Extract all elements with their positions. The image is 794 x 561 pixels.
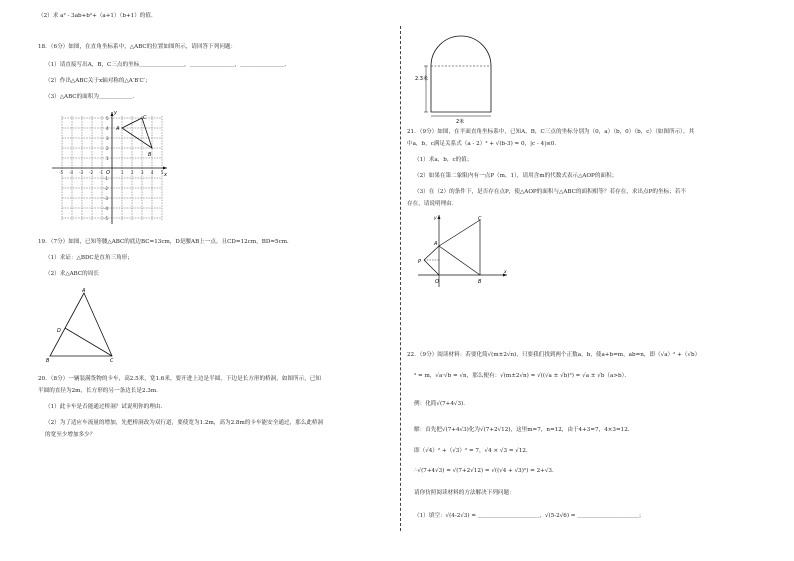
q19-part1: （1）求证：△BDC是直角三角形； (45, 255, 133, 261)
svg-text:x: x (164, 172, 167, 178)
svg-text:-4: -4 (104, 206, 108, 211)
column-divider (400, 26, 401, 531)
q20-part1: （1）此卡车是否能通过桥洞？试说明你的理由． (45, 404, 167, 410)
svg-text:y: y (114, 110, 117, 116)
svg-text:-5: -5 (104, 216, 108, 221)
svg-text:1: 1 (106, 156, 109, 161)
bridge-arch-figure (415, 28, 495, 124)
q22-part1: （1）填空：√(4-2√3) = ＿＿＿＿＿＿＿＿＿＿＿，√(5-2√6) = ＿＿＿＿＿＿＿＿＿＿＿； (414, 513, 645, 519)
q21-part3-line1: （3）在（2）的条件下，是否存在点P，使△AOP的面积与△ABC的面积相等？若存在，求出点P的坐标；若不 (414, 189, 686, 195)
svg-text:C: C (110, 358, 114, 364)
svg-text:B: B (478, 279, 482, 285)
svg-text:2米: 2米 (456, 119, 465, 125)
q22-instruction: 请你仿照阅读材料的方法解决下列问题： (414, 490, 515, 496)
svg-text:2: 2 (106, 146, 109, 151)
svg-text:D: D (57, 328, 61, 334)
q22-solution-line3: ∴√(7+4√3) = √(7+2√12) = √((√4 + √3)²) = 2+√3． (414, 468, 558, 474)
svg-text:C: C (478, 216, 482, 222)
q22-solution-line1: 解：首先把√(7+4√3)化为√(7+2√12)，这里m=7，n=12，由于4+3=7，4×3=12． (414, 427, 634, 433)
q18-coordinate-grid (50, 110, 170, 225)
svg-text:-2: -2 (104, 186, 108, 191)
q18-part3: （3）△ABC的面积为＿＿＿＿＿＿． (45, 94, 139, 100)
svg-text:2: 2 (131, 170, 134, 175)
q22-stem-line2: ² = m，√a·√b = √n，那么便有：√(m±2√n) = √((√a ± √b)²) = √a ± √b（a>b）． (414, 373, 631, 379)
svg-text:P: P (418, 259, 422, 265)
q18-stem: 18．（6分）如图，在直角坐标系中，△ABC的位置如图所示，请回答下列问题： (38, 44, 237, 50)
svg-text:-3: -3 (104, 196, 108, 201)
q21-coordinate-figure (412, 212, 512, 288)
svg-text:3: 3 (141, 170, 144, 175)
svg-text:2.3米: 2.3米 (415, 76, 428, 82)
svg-text:-1: -1 (99, 170, 103, 175)
svg-text:5: 5 (106, 116, 109, 121)
q21-stem-line1: 21．（9分）如图，在平面直角坐标系中，已知A，B，C三点的坐标分别为（0，a）（b，0）（b，c）（如图所示），其 (407, 129, 695, 135)
svg-text:A: A (434, 241, 438, 247)
q22-stem-line1: 22．（9分）阅读材料：若要化简√(m±2√n)，只要我们找到两个正数a，b，使a+b=m，ab=n，即（√a）² +（√b） (407, 352, 701, 358)
q21-part2: （2）如果在第二象限内有一点P（m，1），请用含m的代数式表示△AOP的面积； (414, 173, 618, 179)
svg-text:-2: -2 (89, 170, 93, 175)
svg-text:5: 5 (161, 170, 164, 175)
svg-text:-5: -5 (59, 170, 63, 175)
q20-stem-line1: 20．（8分）一辆装满货物的卡车，高2.5米，宽1.6米，要开进上边是半圆，下边是长方形的桥洞，如图所示，已知 (38, 376, 321, 382)
q21-part1: （1）求a，b，c的值； (414, 157, 473, 163)
svg-text:B: B (148, 152, 152, 158)
svg-text:C: C (143, 115, 147, 121)
q19-part2: （2）求△ABC的周长 (45, 271, 99, 277)
q18-part2: （2）作出△ABC关于x轴对称的△A′B′C′； (45, 78, 151, 84)
q19-triangle-figure (44, 286, 124, 366)
svg-text:-4: -4 (69, 170, 73, 175)
q21-stem-line2: 中a，b，c满足关系式（a - 2）² + √(b-3) = 0，|c - 4|≤0． (407, 141, 560, 147)
svg-text:A: A (82, 288, 86, 294)
q19-stem: 19．（7分）如图，已知等腰△ABC的底边BC=13cm，D是腰AB上一点，且CD=12cm，BD=5cm． (38, 239, 293, 245)
q22-example: 例：化简√(7+4√3)． (414, 401, 469, 407)
q22-solution-line2: 即（√4）² +（√3）² = 7，√4 × √3 = √12． (414, 448, 532, 454)
svg-text:-3: -3 (79, 170, 83, 175)
svg-text:3: 3 (106, 136, 109, 141)
svg-text:A: A (116, 126, 120, 132)
q20-stem-line2: 半圆的直径为2m，长方形的另一条边长是2.3m． (38, 388, 162, 394)
svg-text:O: O (106, 170, 110, 176)
svg-text:O: O (435, 279, 439, 285)
svg-text:-1: -1 (104, 176, 108, 181)
svg-text:B: B (46, 358, 50, 364)
q17-part2: （2）求 a² - 3ab+b²+（a+1）（b+1）的值． (38, 13, 157, 19)
q21-part3-line2: 存在，请说明理由． (407, 201, 458, 207)
svg-text:x: x (504, 270, 507, 275)
q20-part2-line2: 的宽至少增加多少？ (45, 432, 96, 438)
q18-part1: （1）请直接写出A，B，C三点的坐标＿＿＿＿＿＿＿＿，＿＿＿＿＿＿＿＿，＿＿＿＿＿＿＿＿． (45, 62, 291, 68)
svg-text:4: 4 (151, 170, 154, 175)
svg-text:1: 1 (121, 170, 124, 175)
q20-part2-line1: （2）为了适应车流量的增加，先把桥洞改为双行道，要使宽为1.2m，高为2.8m的卡车能安全通过，那么此桥洞 (45, 420, 324, 426)
svg-text:y: y (434, 216, 437, 221)
svg-text:4: 4 (106, 126, 109, 131)
